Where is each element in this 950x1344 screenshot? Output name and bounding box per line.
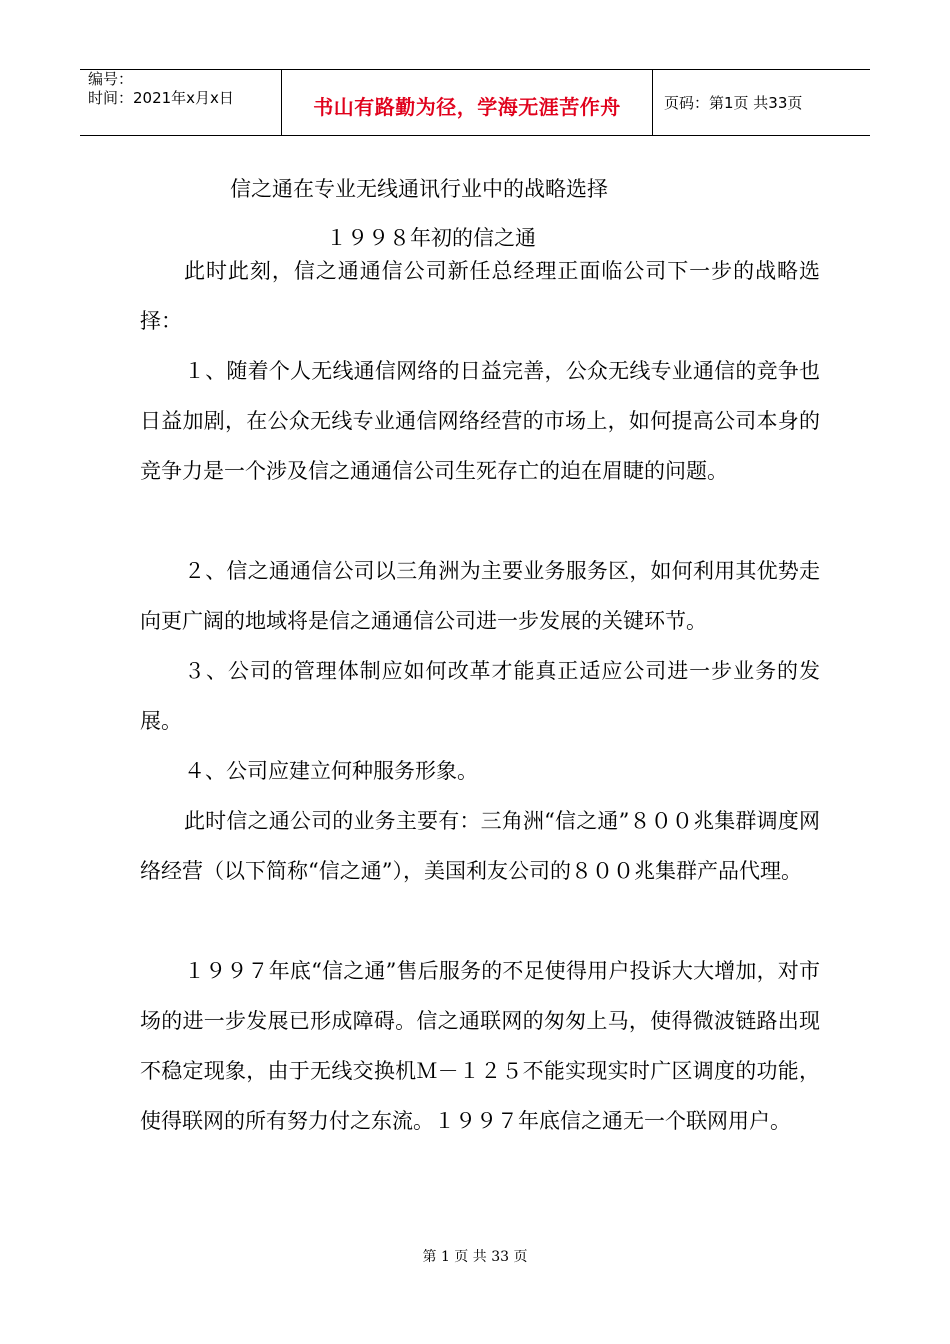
document-number-label: 编号： (88, 70, 134, 88)
header-page-number: 页码：第1页 共33页 (664, 94, 803, 112)
body-paragraph-intro: 此时此刻，信之通通信公司新任总经理正面临公司下一步的战略选择： (140, 259, 820, 333)
body-paragraph-item-4: ４、公司应建立何种服务形象。 (184, 759, 478, 783)
header-meta (88, 70, 234, 108)
document-time-label: 时间：2021年x月x日 (88, 89, 234, 107)
footer-page-number: 第 1 页 共 33 页 (422, 1249, 528, 1265)
header-divider-right (652, 69, 653, 136)
body-paragraph-1997: １９９７年底“信之通”售后服务的不足使得用户投诉大大增加，对市场的进一步发展已形成障碍。信之通联网的匆匆上马，使得微波链路出现不稳定现象，由于无线交换机Ｍ－１２５不能实现实时广区调度的功能，使得联网的所有努力付之东流。１９９７年底信之通无一个联网用户。 (140, 959, 820, 1133)
body-paragraph-item-2: ２、信之通通信公司以三角洲为主要业务服务区，如何利用其优势走向更广阔的地域将是信之通通信公司进一步发展的关键环节。 (140, 559, 820, 633)
body-paragraph-item-1: １、随着个人无线通信网络的日益完善，公众无线专业通信的竞争也日益加剧，在公众无线专业通信网络经营的市场上，如何提高公司本身的竞争力是一个涉及信之通通信公司生死存亡的迫在眉睫的问题。 (140, 359, 820, 483)
body-paragraph-business: 此时信之通公司的业务主要有：三角洲“信之通”８００兆集群调度网络经营（以下简称“信之通”），美国利友公司的８００兆集群产品代理。 (140, 809, 820, 883)
header-motto: 书山有路勤为径，学海无涯苦作舟 (313, 95, 621, 119)
header-bottom-rule (80, 135, 870, 136)
body-paragraph-item-3: ３、公司的管理体制应如何改革才能真正适应公司进一步业务的发展。 (140, 659, 820, 733)
document-subtitle: １９９８年初的信之通 (326, 226, 536, 250)
document-title: 信之通在专业无线通讯行业中的战略选择 (230, 177, 608, 201)
